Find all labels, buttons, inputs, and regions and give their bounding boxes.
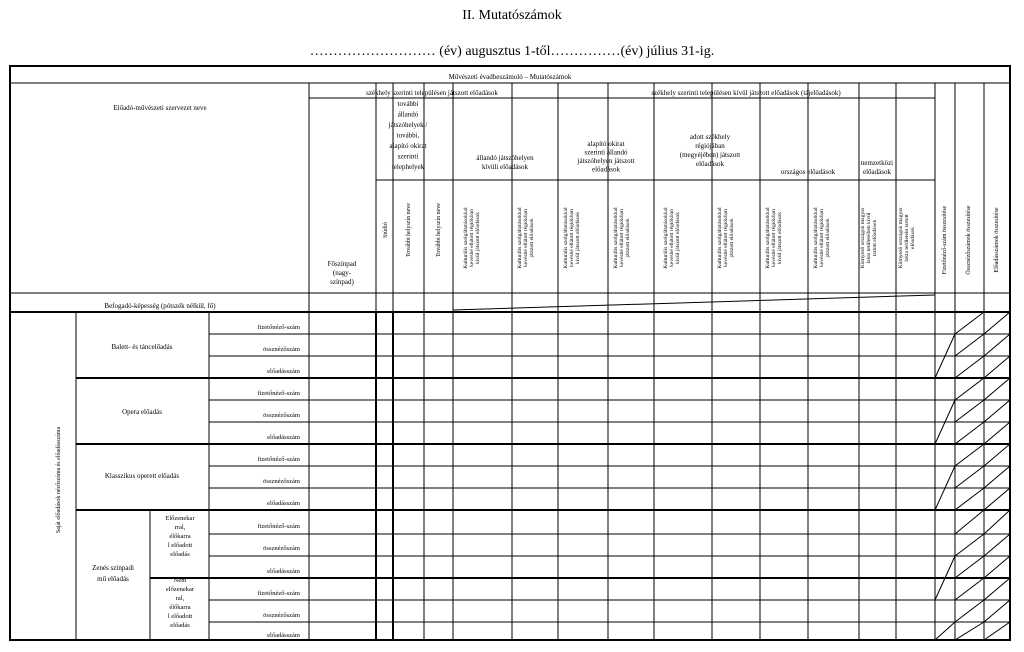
period-line: ……………………… (év) augusztus 1-től……………(év) július 31-ig. [309, 44, 715, 59]
diagonal-line [984, 510, 1010, 534]
diagonal-line [955, 556, 984, 578]
rotated-col-label: lakta területeiben kívül [866, 212, 872, 264]
subgroup-label: további, [396, 131, 420, 140]
rotated-col-label: kívül játszott előadások [675, 212, 681, 264]
rotated-col-label: játszott előadások [825, 218, 831, 258]
rotated-col-label: kevésbé ellátott régiókban [723, 209, 729, 267]
diagonal-line [955, 334, 984, 356]
total-col-label: Össznézőszámok összesítése [966, 205, 972, 275]
diagonal-line [955, 444, 984, 466]
total-col-label: Fizetőnéző-szám összesítése [942, 205, 948, 275]
rotated-col-label: Kulturális szolgáltatásokkal [463, 207, 469, 269]
subgroup-label: előadások [696, 160, 724, 168]
rotated-col-label: kevésbé ellátott régiókban [523, 209, 529, 267]
col-studio: Stúdió [383, 222, 389, 238]
metric-label: fizetőnéző-szám [257, 590, 300, 597]
metric-label: össznézőszám [263, 545, 300, 552]
subgroup-label: állandó [397, 110, 419, 119]
rotated-col-label: Környező országok magyar [860, 207, 866, 269]
rotated-col-label: tartott előadások [872, 219, 878, 257]
subgroup-label: szerinti állandó [584, 148, 628, 157]
diagonal-line [955, 622, 984, 640]
subcategory-label: élőkarra [169, 604, 191, 611]
subgroup-label: alapító okirat [587, 140, 625, 148]
subcategory-label: Előzenekar [165, 515, 195, 522]
subcategory-label: előadás [170, 622, 190, 629]
metric-label: össznézőszám [263, 612, 300, 619]
subcategory-label: élőkarra [169, 533, 191, 540]
metric-label: össznézőszám [263, 346, 300, 353]
diagonal-line [984, 378, 1010, 400]
col-place-name: További helyszín neve [436, 203, 442, 257]
group-home-label: székhely szerinti településen játszott előadások [366, 89, 498, 97]
total-col-label: Előadásszámok összesítése [994, 207, 1000, 273]
rotated-col-label: kívül játszott előadások [777, 212, 783, 264]
diagonal-line [984, 422, 1010, 444]
diagonal-line [935, 622, 955, 640]
diagonal-line [984, 488, 1010, 510]
rotated-col-label: játszott előadások [625, 218, 631, 258]
table-frame [10, 66, 1010, 640]
diagonal-line [955, 356, 984, 378]
category-label: Opera előadás [122, 408, 162, 416]
table-title: Művészeti évadbeszámoló – Mutatószámok [448, 73, 572, 81]
rotated-col-label: Kulturális szolgáltatásokkal [613, 207, 619, 269]
subgroup-label: régiójában [695, 142, 725, 150]
main-stage-label: Főszínpad [327, 260, 357, 268]
subgroup-label: országos előadások [780, 168, 836, 176]
diagonal-line [955, 422, 984, 444]
subgroup-label: kívüli előadások [481, 163, 529, 171]
subgroup-label: szerinti [397, 152, 419, 161]
rotated-col-label: Kulturális szolgáltatásokkal [517, 207, 523, 269]
subcategory-label: rral, [174, 524, 186, 531]
page-title: II. Mutatószámok [462, 8, 562, 23]
subgroup-label: adott székhely [689, 133, 731, 141]
metric-label: előadásszám [267, 434, 300, 441]
subgroup-label: játszóhelyek / [388, 121, 428, 129]
rotated-col-label: játszott előadások [729, 218, 735, 258]
main-stage-label: (nagy- [332, 269, 352, 277]
diagonal-line [984, 556, 1010, 578]
side-label: Saját előadások nézőszáma és előadásszáma [56, 426, 62, 534]
diagonal-line [955, 312, 984, 334]
rotated-col-label: kívül játszott előadások [475, 212, 481, 264]
rotated-col-label: Kulturális szolgáltatásokkal [717, 207, 723, 269]
rotated-col-label: Környező országok magyar [898, 207, 904, 269]
capacity-label: Befogadó-képesség (pótszék nélkül, fő) [104, 302, 216, 310]
rotated-col-label: kevésbé ellátott régiókban [669, 209, 675, 267]
diagonal-line [955, 510, 984, 534]
rotated-col-label: lakta területein tartott [904, 214, 910, 262]
category-label: Balett- és táncelőadás [111, 343, 173, 351]
diagonal-line [984, 334, 1010, 356]
subgroup-label: (megyéjében) játszott [679, 151, 741, 159]
subgroup-label: nemzetközi [860, 159, 894, 167]
rotated-col-label: kevésbé ellátott régiókban [771, 209, 777, 267]
metric-label: fizetőnéző-szám [257, 390, 300, 397]
rotated-col-label: játszott előadások [529, 218, 535, 258]
diagonal-line [984, 400, 1010, 422]
group-away-label: székhely szerinti településen kívül játszott előadások (tájelőadások) [651, 89, 841, 97]
rotated-col-label: Kulturális szolgáltatásokkal [813, 207, 819, 269]
subgroup-label: alapító okirat [389, 142, 427, 150]
diagonal-line [453, 295, 935, 310]
diagonal-line [955, 400, 984, 422]
category-label: mű előadás [97, 575, 129, 583]
rotated-col-label: Kulturális szolgáltatásokkal [663, 207, 669, 269]
subcategory-label: l előadott [167, 613, 193, 620]
subcategory-label: előadás [170, 551, 190, 558]
subgroup-label: telephelyek [391, 163, 425, 171]
metric-label: előadásszám [267, 632, 300, 639]
diagonal-line [955, 378, 984, 400]
metric-label: össznézőszám [263, 478, 300, 485]
subgroup-label: előadások [592, 165, 620, 174]
subcategory-label: ral, [175, 595, 185, 602]
rotated-col-label: kívül játszott előadások [575, 212, 581, 264]
rotated-col-label: kevésbé ellátott régiókban [469, 209, 475, 267]
diagonal-line [955, 600, 984, 622]
rotated-col-label: Kulturális szolgáltatásokkal [563, 207, 569, 269]
metric-label: össznézőszám [263, 412, 300, 419]
diagonal-line [984, 312, 1010, 334]
metric-label: fizetőnéző-szám [257, 324, 300, 331]
subgroup-label: további [397, 100, 419, 108]
diagonal-line [955, 488, 984, 510]
rotated-col-label: kevésbé ellátott régiókban [569, 209, 575, 267]
metric-label: előadásszám [267, 568, 300, 575]
main-stage-label: színpad) [330, 278, 354, 286]
rotated-col-label: kevésbé ellátott régiókban [619, 209, 625, 267]
diagonal-line [984, 444, 1010, 466]
subgroup-label: állandó játszóhelyen [476, 154, 534, 162]
diagonal-line [955, 578, 984, 600]
col-place-name: További helyszín neve [406, 203, 412, 257]
diagonal-line [984, 578, 1010, 600]
metric-label: előadásszám [267, 368, 300, 375]
diagonal-line [984, 466, 1010, 488]
subcategory-label: előzenekar [165, 586, 195, 593]
subgroup-label: előadások [863, 168, 891, 176]
rotated-col-label: kevésbé ellátott régiókban [819, 209, 825, 267]
org-name-label: Előadó-művészeti szervezet neve [113, 104, 207, 112]
diagonal-line [955, 466, 984, 488]
metric-label: előadásszám [267, 500, 300, 507]
diagonal-line [984, 600, 1010, 622]
category-label: Klasszikus operett előadás [104, 472, 180, 480]
rotated-col-label: előadások [910, 227, 916, 249]
subcategory-label: Nem [173, 577, 187, 584]
subgroup-label: játszóhelyen játszott [577, 157, 635, 165]
diagonal-line [984, 534, 1010, 556]
diagonal-line [955, 534, 984, 556]
diagonal-line [984, 356, 1010, 378]
category-label: Zenés színpadi [92, 564, 134, 572]
metric-label: fizetőnéző-szám [257, 523, 300, 530]
rotated-col-label: Kulturális szolgáltatásokkal [765, 207, 771, 269]
subcategory-label: l előadott [167, 542, 193, 549]
metric-label: fizetőnéző-szám [257, 456, 300, 463]
diagonal-line [984, 622, 1010, 640]
